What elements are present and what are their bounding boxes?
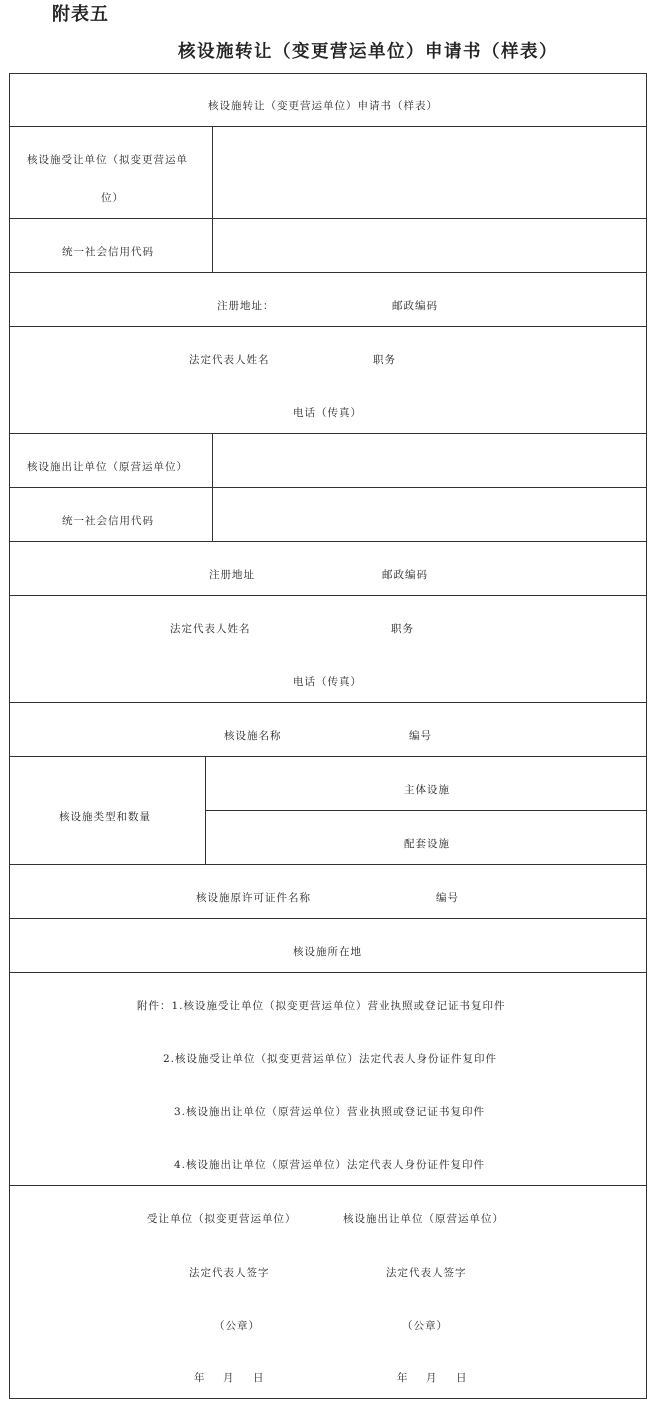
- supporting-facility-label: 配套设施: [404, 838, 450, 850]
- transferor-date-day: 日: [456, 1372, 468, 1384]
- row-divider: [9, 126, 647, 127]
- transferee-date-day: 日: [253, 1372, 265, 1384]
- facility-type-qty-label: 核设施类型和数量: [59, 811, 151, 823]
- appendix-label: 附表五: [52, 4, 109, 25]
- row-divider: [9, 702, 647, 703]
- row-divider: [9, 541, 647, 542]
- transferor-date-year: 年: [397, 1372, 409, 1384]
- transferee-credit-code-label: 统一社会信用代码: [62, 246, 154, 258]
- attachment-item: 2.核设施受让单位（拟变更营运单位）法定代表人身份证件复印件: [163, 1053, 498, 1065]
- transferee-unit-label: 核设施受让单位（拟变更营运单: [27, 154, 188, 166]
- row-divider: [9, 218, 647, 219]
- transferor-sign-unit: 核设施出让单位（原营运单位）: [343, 1213, 504, 1225]
- column-divider: [205, 756, 206, 864]
- transferee-seal: （公章）: [214, 1320, 260, 1332]
- transferor-postcode-label: 邮政编码: [382, 569, 428, 581]
- transferee-legal-rep-label: 法定代表人姓名: [189, 354, 270, 366]
- transferor-unit-label: 核设施出让单位（原营运单位）: [27, 461, 188, 473]
- row-divider: [9, 756, 647, 757]
- row-divider: [9, 864, 647, 865]
- transferee-address-label: 注册地址：: [217, 300, 275, 312]
- transferor-address-label: 注册地址: [209, 569, 255, 581]
- row-divider: [9, 433, 647, 434]
- row-divider: [9, 595, 647, 596]
- transferor-date-month: 月: [426, 1372, 438, 1384]
- transferee-date-month: 月: [223, 1372, 235, 1384]
- row-divider: [9, 326, 647, 327]
- form-title-cell: 核设施转让（变更营运单位）申请书（样表）: [208, 100, 438, 112]
- facility-location-label: 核设施所在地: [293, 946, 362, 958]
- transferor-legal-rep-signature: 法定代表人签字: [386, 1267, 467, 1279]
- facility-number-label: 编号: [409, 730, 432, 742]
- transferor-seal: （公章）: [402, 1320, 448, 1332]
- attachment-item: 附件：1.核设施受让单位（拟变更营运单位）营业执照或登记证书复印件: [137, 1000, 506, 1012]
- transferee-postcode-label: 邮政编码: [392, 300, 438, 312]
- transferor-legal-rep-label: 法定代表人姓名: [170, 623, 251, 635]
- transferee-phone-label: 电话（传真）: [293, 407, 362, 419]
- original-license-label: 核设施原许可证件名称: [196, 892, 311, 904]
- main-facility-label: 主体设施: [404, 784, 450, 796]
- transferee-legal-rep-signature: 法定代表人签字: [189, 1267, 270, 1279]
- row-divider: [9, 918, 647, 919]
- transferor-credit-code-label: 统一社会信用代码: [62, 515, 154, 527]
- facility-name-label: 核设施名称: [224, 730, 282, 742]
- transferee-sign-unit: 受让单位（拟变更营运单位）: [147, 1213, 297, 1225]
- row-divider: [9, 972, 647, 973]
- transferee-date-year: 年: [194, 1372, 206, 1384]
- row-divider: [205, 810, 647, 811]
- transferee-unit-label-cont: 位）: [101, 192, 124, 204]
- attachment-item: 4.核设施出让单位（原营运单位）法定代表人身份证件复印件: [174, 1159, 486, 1171]
- attachment-item: 3.核设施出让单位（原营运单位）营业执照或登记证书复印件: [174, 1106, 486, 1118]
- page-title: 核设施转让（变更营运单位）申请书（样表）: [178, 42, 558, 62]
- row-divider: [9, 487, 647, 488]
- transferor-phone-label: 电话（传真）: [293, 676, 362, 688]
- transferee-position-label: 职务: [373, 354, 396, 366]
- transferor-position-label: 职务: [391, 623, 414, 635]
- column-divider: [212, 433, 213, 541]
- row-divider: [9, 1185, 647, 1186]
- row-divider: [9, 272, 647, 273]
- license-number-label: 编号: [436, 892, 459, 904]
- column-divider: [212, 126, 213, 272]
